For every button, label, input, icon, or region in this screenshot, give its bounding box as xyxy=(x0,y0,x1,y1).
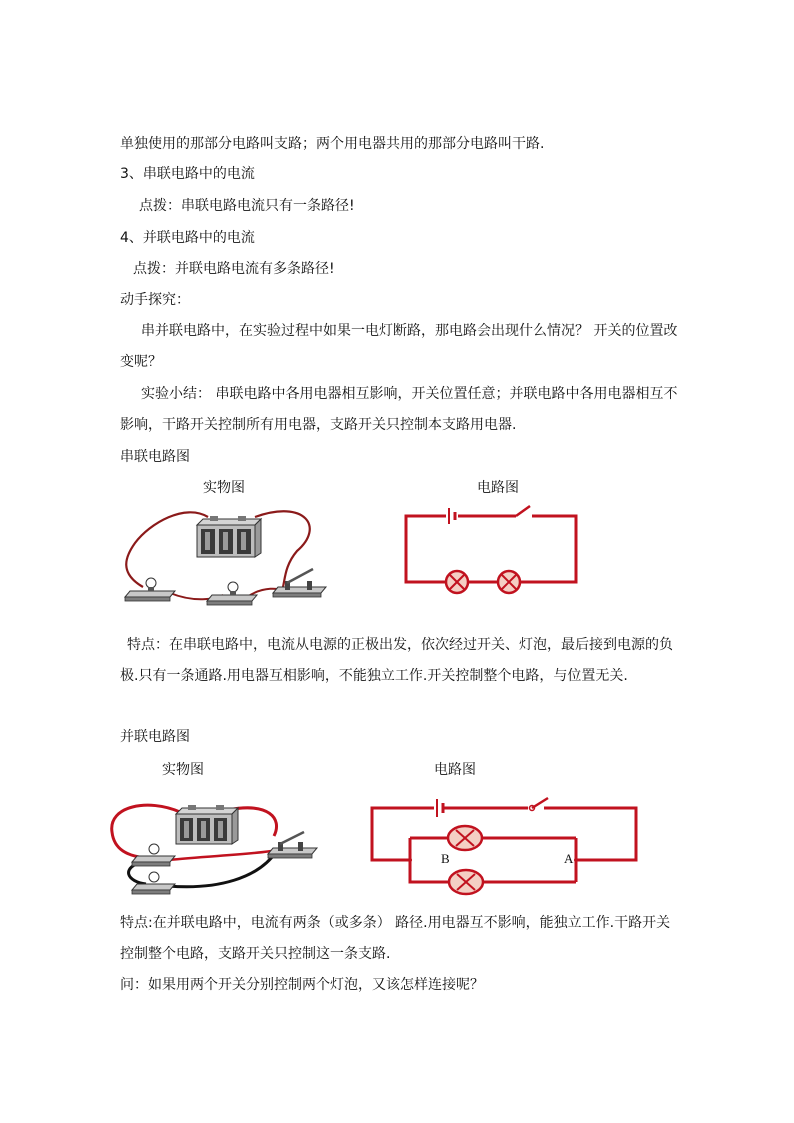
lamp-symbol xyxy=(446,571,468,593)
series-real-caption: 实物图 xyxy=(203,480,245,496)
lamp-symbol xyxy=(448,826,482,850)
parallel-real-picture xyxy=(108,798,318,898)
switch-symbol xyxy=(516,506,530,516)
battery-symbol xyxy=(449,508,455,524)
junction-dot xyxy=(574,858,578,862)
experiment-summary: 实验小结： 串联电路中各用电器相互影响，开关位置任意；并联电路中各用电器相互不影响，干路开关控制所有用电器，支路开关只控制本支路用电器. xyxy=(120,386,678,433)
parallel-question: 问：如果用两个开关分别控制两个灯泡，又该怎样连接呢？ xyxy=(120,977,484,993)
bulb-holder xyxy=(207,582,257,605)
branch-definition: 单独使用的那部分电路叫支路；两个用电器共用的那部分电路叫干路. xyxy=(120,136,545,152)
parallel-feature: 特点:在并联电路中，电流有两条（或多条） 路径.用电器互不影响，能独立工作.干路开关控制整个电路，支路开关只控制这一条支路. xyxy=(120,915,671,962)
battery-symbol xyxy=(437,799,443,817)
series-feature: 特点：在串联电路中，电流从电源的正极出发，依次经过开关、灯泡，最后接到电源的负极.只有一条通路.用电器互相影响，不能独立工作.开关控制整个电路，与位置无关. xyxy=(120,637,673,684)
series-wire xyxy=(126,512,208,587)
bulb-holder xyxy=(125,578,175,601)
heading-parallel-current: 4、并联电路中的电流 xyxy=(120,230,255,246)
series-heading: 串联电路图 xyxy=(120,449,190,465)
tip-parallel-current: 点拨：并联电路电流有多条路径! xyxy=(133,261,335,277)
series-circuit-diagram xyxy=(402,502,582,594)
lamp-symbol xyxy=(498,571,520,593)
series-circuit-wires xyxy=(406,516,576,582)
heading-series-current: 3、串联电路中的电流 xyxy=(120,166,255,182)
bulb-holder xyxy=(132,844,175,866)
tip-series-current: 点拨：串联电路电流只有一条路径! xyxy=(139,198,355,214)
lamp-symbol xyxy=(449,870,483,894)
parallel-red-wire xyxy=(168,850,278,860)
series-diagram-caption: 电路图 xyxy=(477,480,519,496)
parallel-real-caption: 实物图 xyxy=(162,762,204,778)
node-a-label: A xyxy=(564,851,574,866)
parallel-black-wire xyxy=(168,852,276,887)
parallel-heading: 并联电路图 xyxy=(120,729,190,745)
battery-pack xyxy=(197,516,261,557)
parallel-circuit-wires xyxy=(372,808,636,882)
series-real-picture xyxy=(115,505,330,615)
explore-question: 串并联电路中，在实验过程中如果一电灯断路，那电路会出现什么情况？ 开关的位置改变呢？ xyxy=(120,323,678,370)
junction-dot xyxy=(408,858,412,862)
battery-pack xyxy=(176,805,238,844)
parallel-diagram-caption: 电路图 xyxy=(434,762,476,778)
parallel-circuit-diagram xyxy=(368,796,640,896)
knife-switch xyxy=(273,569,326,597)
heading-explore: 动手探究： xyxy=(120,292,190,308)
node-b-label: B xyxy=(441,851,450,866)
parallel-red-wire xyxy=(112,805,180,858)
